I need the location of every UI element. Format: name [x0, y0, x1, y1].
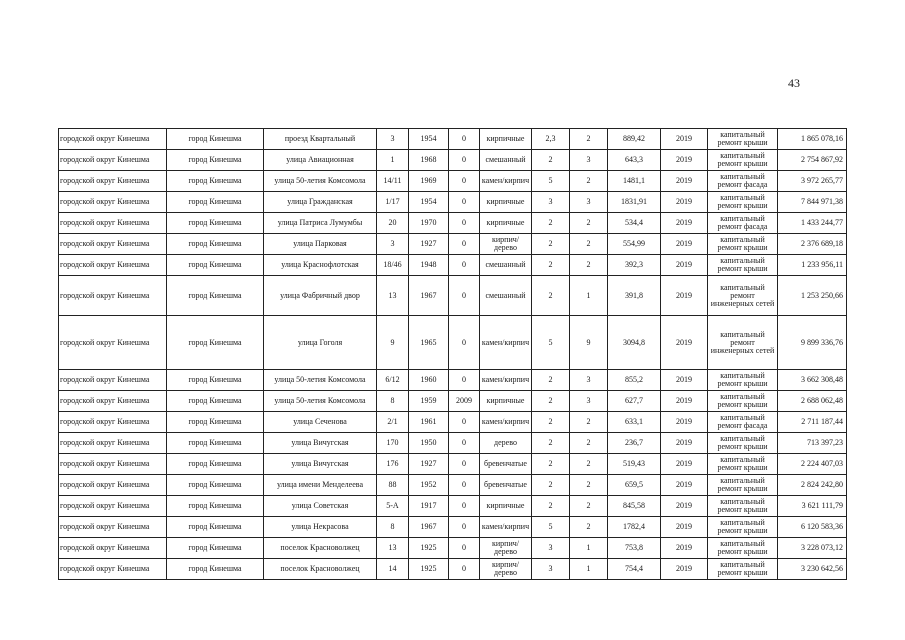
planned-year-cell: 2019	[661, 276, 708, 316]
house-number-cell: 13	[377, 538, 409, 559]
year-built-cell: 1970	[409, 213, 449, 234]
city-cell: город Кинешма	[167, 559, 264, 580]
wall-material-cell: кирпич/дерево	[480, 234, 532, 255]
city-cell: город Кинешма	[167, 475, 264, 496]
street-cell: улица Патриса Лумумбы	[264, 213, 377, 234]
year-built-cell: 1968	[409, 150, 449, 171]
year-built-cell: 1948	[409, 255, 449, 276]
wall-material-cell: бревенчатые	[480, 454, 532, 475]
cost-cell: 2 711 187,44	[778, 412, 847, 433]
planned-year-cell: 2019	[661, 538, 708, 559]
planned-year-cell: 2019	[661, 213, 708, 234]
area-cell: 643,3	[608, 150, 661, 171]
area-cell: 3094,8	[608, 316, 661, 370]
entrances-cell: 1	[570, 559, 608, 580]
table-row	[59, 192, 847, 213]
entrances-cell: 3	[570, 150, 608, 171]
planned-year-cell: 2019	[661, 496, 708, 517]
entrances-cell: 2	[570, 517, 608, 538]
cost-cell: 3 662 308,48	[778, 370, 847, 391]
street-cell: улица имени Менделеева	[264, 475, 377, 496]
municipality-cell: городской округ Кинешма	[59, 454, 167, 475]
year-built-cell: 1960	[409, 370, 449, 391]
last-renovation-cell: 0	[449, 517, 480, 538]
floors-cell: 3	[532, 192, 570, 213]
entrances-cell: 3	[570, 370, 608, 391]
area-cell: 889,42	[608, 129, 661, 150]
house-number-cell: 8	[377, 517, 409, 538]
work-type-cell: капитальный ремонт инженерных сетей	[708, 276, 778, 316]
street-cell: улица 50-летия Комсомола	[264, 391, 377, 412]
area-cell: 1481,1	[608, 171, 661, 192]
table-row	[59, 370, 847, 391]
planned-year-cell: 2019	[661, 391, 708, 412]
floors-cell: 2	[532, 255, 570, 276]
cost-cell: 2 224 407,03	[778, 454, 847, 475]
cost-cell: 2 754 867,92	[778, 150, 847, 171]
street-cell: улица Фабричный двор	[264, 276, 377, 316]
cost-cell: 3 228 073,12	[778, 538, 847, 559]
street-cell: улица 50-летия Комсомола	[264, 171, 377, 192]
planned-year-cell: 2019	[661, 454, 708, 475]
last-renovation-cell: 0	[449, 234, 480, 255]
last-renovation-cell: 0	[449, 559, 480, 580]
entrances-cell: 2	[570, 412, 608, 433]
planned-year-cell: 2019	[661, 475, 708, 496]
entrances-cell: 2	[570, 129, 608, 150]
municipality-cell: городской округ Кинешма	[59, 517, 167, 538]
year-built-cell: 1961	[409, 412, 449, 433]
planned-year-cell: 2019	[661, 316, 708, 370]
table-row	[59, 496, 847, 517]
city-cell: город Кинешма	[167, 213, 264, 234]
entrances-cell: 2	[570, 475, 608, 496]
street-cell: поселок Красноволжец	[264, 559, 377, 580]
municipality-cell: городской округ Кинешма	[59, 234, 167, 255]
cost-cell: 3 621 111,79	[778, 496, 847, 517]
street-cell: улица Парковая	[264, 234, 377, 255]
entrances-cell: 2	[570, 234, 608, 255]
house-number-cell: 1	[377, 150, 409, 171]
table-row	[59, 538, 847, 559]
year-built-cell: 1967	[409, 517, 449, 538]
entrances-cell: 2	[570, 433, 608, 454]
work-type-cell: капитальный ремонт фасада	[708, 171, 778, 192]
planned-year-cell: 2019	[661, 433, 708, 454]
city-cell: город Кинешма	[167, 391, 264, 412]
area-cell: 633,1	[608, 412, 661, 433]
city-cell: город Кинешма	[167, 412, 264, 433]
cost-cell: 713 397,23	[778, 433, 847, 454]
floors-cell: 5	[532, 316, 570, 370]
work-type-cell: капитальный ремонт инженерных сетей	[708, 316, 778, 370]
last-renovation-cell: 0	[449, 433, 480, 454]
house-number-cell: 176	[377, 454, 409, 475]
year-built-cell: 1959	[409, 391, 449, 412]
table-row	[59, 454, 847, 475]
municipality-cell: городской округ Кинешма	[59, 391, 167, 412]
floors-cell: 2	[532, 370, 570, 391]
municipality-cell: городской округ Кинешма	[59, 496, 167, 517]
planned-year-cell: 2019	[661, 255, 708, 276]
entrances-cell: 2	[570, 496, 608, 517]
entrances-cell: 2	[570, 171, 608, 192]
house-number-cell: 5-А	[377, 496, 409, 517]
last-renovation-cell: 0	[449, 412, 480, 433]
planned-year-cell: 2019	[661, 171, 708, 192]
cost-cell: 1 233 956,11	[778, 255, 847, 276]
city-cell: город Кинешма	[167, 433, 264, 454]
last-renovation-cell: 0	[449, 454, 480, 475]
street-cell: улица Советская	[264, 496, 377, 517]
cost-cell: 1 865 078,16	[778, 129, 847, 150]
year-built-cell: 1965	[409, 316, 449, 370]
area-cell: 1831,91	[608, 192, 661, 213]
street-cell: улица Краснофлотская	[264, 255, 377, 276]
municipality-cell: городской округ Кинешма	[59, 150, 167, 171]
wall-material-cell: камен/кирпич	[480, 370, 532, 391]
cost-cell: 2 688 062,48	[778, 391, 847, 412]
house-number-cell: 88	[377, 475, 409, 496]
last-renovation-cell: 0	[449, 316, 480, 370]
last-renovation-cell: 0	[449, 255, 480, 276]
work-type-cell: капитальный ремонт крыши	[708, 129, 778, 150]
area-cell: 855,2	[608, 370, 661, 391]
table-row	[59, 276, 847, 316]
floors-cell: 2	[532, 150, 570, 171]
page-number: 43	[788, 76, 800, 90]
last-renovation-cell: 0	[449, 192, 480, 213]
planned-year-cell: 2019	[661, 192, 708, 213]
year-built-cell: 1927	[409, 234, 449, 255]
entrances-cell: 1	[570, 276, 608, 316]
city-cell: город Кинешма	[167, 538, 264, 559]
municipality-cell: городской округ Кинешма	[59, 370, 167, 391]
work-type-cell: капитальный ремонт крыши	[708, 370, 778, 391]
table-row	[59, 234, 847, 255]
floors-cell: 2	[532, 496, 570, 517]
wall-material-cell: кирпичные	[480, 129, 532, 150]
wall-material-cell: смешанный	[480, 276, 532, 316]
house-number-cell: 14/11	[377, 171, 409, 192]
work-type-cell: капитальный ремонт крыши	[708, 433, 778, 454]
wall-material-cell: камен/кирпич	[480, 412, 532, 433]
cost-cell: 6 120 583,36	[778, 517, 847, 538]
wall-material-cell: смешанный	[480, 150, 532, 171]
house-number-cell: 8	[377, 391, 409, 412]
work-type-cell: капитальный ремонт крыши	[708, 234, 778, 255]
city-cell: город Кинешма	[167, 234, 264, 255]
work-type-cell: капитальный ремонт крыши	[708, 559, 778, 580]
house-number-cell: 2/1	[377, 412, 409, 433]
last-renovation-cell: 0	[449, 276, 480, 316]
last-renovation-cell: 0	[449, 171, 480, 192]
area-cell: 1782,4	[608, 517, 661, 538]
area-cell: 627,7	[608, 391, 661, 412]
area-cell: 534,4	[608, 213, 661, 234]
table-row	[59, 391, 847, 412]
table-row	[59, 129, 847, 150]
work-type-cell: капитальный ремонт крыши	[708, 391, 778, 412]
city-cell: город Кинешма	[167, 316, 264, 370]
street-cell: улица Вичугская	[264, 433, 377, 454]
city-cell: город Кинешма	[167, 255, 264, 276]
floors-cell: 2	[532, 213, 570, 234]
work-type-cell: капитальный ремонт крыши	[708, 475, 778, 496]
entrances-cell: 3	[570, 391, 608, 412]
entrances-cell: 2	[570, 454, 608, 475]
wall-material-cell: смешанный	[480, 255, 532, 276]
municipality-cell: городской округ Кинешма	[59, 213, 167, 234]
wall-material-cell: кирпичные	[480, 391, 532, 412]
floors-cell: 3	[532, 538, 570, 559]
street-cell: улица Сеченова	[264, 412, 377, 433]
floors-cell: 2	[532, 391, 570, 412]
floors-cell: 5	[532, 171, 570, 192]
cost-cell: 3 230 642,56	[778, 559, 847, 580]
last-renovation-cell: 0	[449, 538, 480, 559]
last-renovation-cell: 0	[449, 475, 480, 496]
planned-year-cell: 2019	[661, 234, 708, 255]
city-cell: город Кинешма	[167, 496, 264, 517]
table-row	[59, 433, 847, 454]
last-renovation-cell: 0	[449, 213, 480, 234]
cost-cell: 2 376 689,18	[778, 234, 847, 255]
wall-material-cell: бревенчатые	[480, 475, 532, 496]
table-row	[59, 559, 847, 580]
floors-cell: 3	[532, 559, 570, 580]
municipality-cell: городской округ Кинешма	[59, 559, 167, 580]
entrances-cell: 2	[570, 255, 608, 276]
municipality-cell: городской округ Кинешма	[59, 316, 167, 370]
house-number-cell: 6/12	[377, 370, 409, 391]
wall-material-cell: кирпич/дерево	[480, 538, 532, 559]
floors-cell: 2	[532, 276, 570, 316]
wall-material-cell: камен/кирпич	[480, 171, 532, 192]
floors-cell: 2,3	[532, 129, 570, 150]
street-cell: улица Авиационная	[264, 150, 377, 171]
street-cell: улица Некрасова	[264, 517, 377, 538]
house-number-cell: 13	[377, 276, 409, 316]
city-cell: город Кинешма	[167, 171, 264, 192]
municipality-cell: городской округ Кинешма	[59, 538, 167, 559]
wall-material-cell: камен/кирпич	[480, 316, 532, 370]
area-cell: 659,5	[608, 475, 661, 496]
city-cell: город Кинешма	[167, 192, 264, 213]
area-cell: 554,99	[608, 234, 661, 255]
wall-material-cell: кирпичные	[480, 496, 532, 517]
table-row	[59, 316, 847, 370]
house-number-cell: 20	[377, 213, 409, 234]
area-cell: 236,7	[608, 433, 661, 454]
floors-cell: 2	[532, 412, 570, 433]
area-cell: 519,43	[608, 454, 661, 475]
work-type-cell: капитальный ремонт крыши	[708, 517, 778, 538]
work-type-cell: капитальный ремонт фасада	[708, 213, 778, 234]
area-cell: 392,3	[608, 255, 661, 276]
year-built-cell: 1967	[409, 276, 449, 316]
house-number-cell: 14	[377, 559, 409, 580]
planned-year-cell: 2019	[661, 412, 708, 433]
area-cell: 391,8	[608, 276, 661, 316]
city-cell: город Кинешма	[167, 150, 264, 171]
municipality-cell: городской округ Кинешма	[59, 255, 167, 276]
street-cell: улица Вичугская	[264, 454, 377, 475]
table-row	[59, 213, 847, 234]
last-renovation-cell: 0	[449, 129, 480, 150]
area-cell: 845,58	[608, 496, 661, 517]
work-type-cell: капитальный ремонт крыши	[708, 192, 778, 213]
work-type-cell: капитальный ремонт крыши	[708, 496, 778, 517]
table-row	[59, 150, 847, 171]
cost-cell: 9 899 336,76	[778, 316, 847, 370]
planned-year-cell: 2019	[661, 370, 708, 391]
municipality-cell: городской округ Кинешма	[59, 276, 167, 316]
city-cell: город Кинешма	[167, 129, 264, 150]
year-built-cell: 1969	[409, 171, 449, 192]
work-type-cell: капитальный ремонт фасада	[708, 412, 778, 433]
year-built-cell: 1950	[409, 433, 449, 454]
cost-cell: 7 844 971,38	[778, 192, 847, 213]
floors-cell: 2	[532, 234, 570, 255]
planned-year-cell: 2019	[661, 559, 708, 580]
house-number-cell: 3	[377, 234, 409, 255]
table-row	[59, 412, 847, 433]
last-renovation-cell: 0	[449, 370, 480, 391]
housing-registry-table	[58, 128, 847, 580]
city-cell: город Кинешма	[167, 276, 264, 316]
planned-year-cell: 2019	[661, 129, 708, 150]
year-built-cell: 1917	[409, 496, 449, 517]
entrances-cell: 1	[570, 538, 608, 559]
municipality-cell: городской округ Кинешма	[59, 192, 167, 213]
year-built-cell: 1954	[409, 129, 449, 150]
wall-material-cell: кирпичные	[480, 213, 532, 234]
cost-cell: 1 433 244,77	[778, 213, 847, 234]
table-row	[59, 517, 847, 538]
municipality-cell: городской округ Кинешма	[59, 129, 167, 150]
floors-cell: 2	[532, 454, 570, 475]
planned-year-cell: 2019	[661, 150, 708, 171]
year-built-cell: 1954	[409, 192, 449, 213]
cost-cell: 2 824 242,80	[778, 475, 847, 496]
municipality-cell: городской округ Кинешма	[59, 433, 167, 454]
house-number-cell: 1/17	[377, 192, 409, 213]
year-built-cell: 1952	[409, 475, 449, 496]
table-row	[59, 475, 847, 496]
floors-cell: 2	[532, 433, 570, 454]
street-cell: проезд Квартальный	[264, 129, 377, 150]
work-type-cell: капитальный ремонт крыши	[708, 454, 778, 475]
wall-material-cell: кирпич/дерево	[480, 559, 532, 580]
city-cell: город Кинешма	[167, 517, 264, 538]
street-cell: улица 50-летия Комсомола	[264, 370, 377, 391]
entrances-cell: 9	[570, 316, 608, 370]
city-cell: город Кинешма	[167, 370, 264, 391]
year-built-cell: 1925	[409, 538, 449, 559]
year-built-cell: 1927	[409, 454, 449, 475]
year-built-cell: 1925	[409, 559, 449, 580]
last-renovation-cell: 0	[449, 496, 480, 517]
wall-material-cell: дерево	[480, 433, 532, 454]
area-cell: 753,8	[608, 538, 661, 559]
entrances-cell: 3	[570, 192, 608, 213]
house-number-cell: 18/46	[377, 255, 409, 276]
municipality-cell: городской округ Кинешма	[59, 412, 167, 433]
last-renovation-cell: 0	[449, 150, 480, 171]
floors-cell: 5	[532, 517, 570, 538]
wall-material-cell: камен/кирпич	[480, 517, 532, 538]
last-renovation-cell: 2009	[449, 391, 480, 412]
street-cell: поселок Красноволжец	[264, 538, 377, 559]
floors-cell: 2	[532, 475, 570, 496]
work-type-cell: капитальный ремонт крыши	[708, 255, 778, 276]
wall-material-cell: кирпичные	[480, 192, 532, 213]
street-cell: улица Гражданская	[264, 192, 377, 213]
house-number-cell: 9	[377, 316, 409, 370]
planned-year-cell: 2019	[661, 517, 708, 538]
municipality-cell: городской округ Кинешма	[59, 171, 167, 192]
house-number-cell: 3	[377, 129, 409, 150]
city-cell: город Кинешма	[167, 454, 264, 475]
house-number-cell: 170	[377, 433, 409, 454]
work-type-cell: капитальный ремонт крыши	[708, 150, 778, 171]
area-cell: 754,4	[608, 559, 661, 580]
work-type-cell: капитальный ремонт крыши	[708, 538, 778, 559]
municipality-cell: городской округ Кинешма	[59, 475, 167, 496]
table-row	[59, 171, 847, 192]
cost-cell: 1 253 250,66	[778, 276, 847, 316]
street-cell: улица Гоголя	[264, 316, 377, 370]
entrances-cell: 2	[570, 213, 608, 234]
table-row	[59, 255, 847, 276]
cost-cell: 3 972 265,77	[778, 171, 847, 192]
